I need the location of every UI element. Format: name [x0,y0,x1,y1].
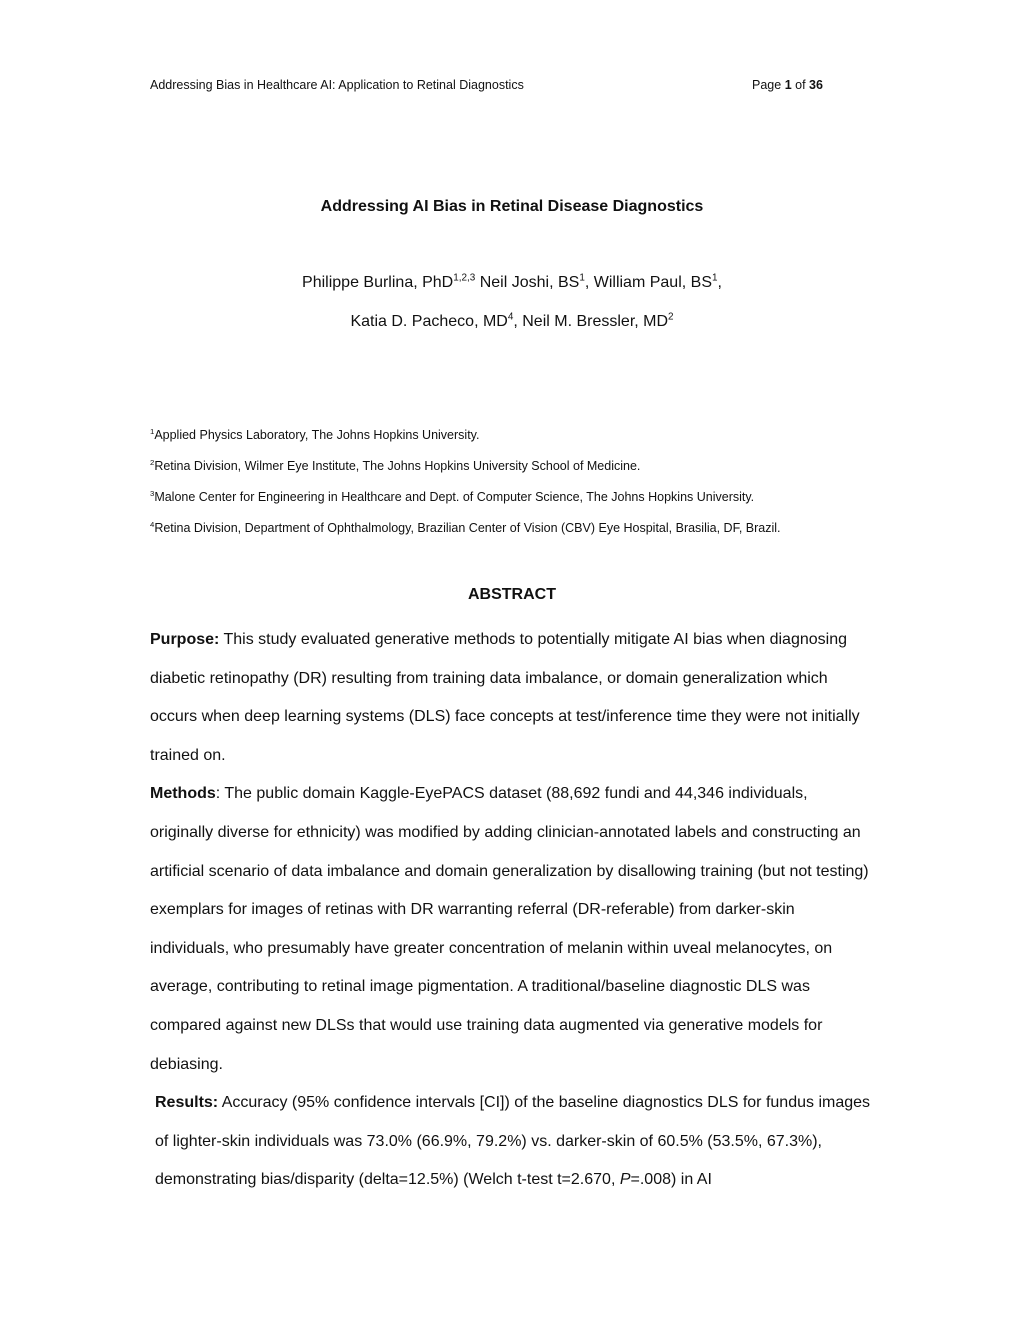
page-current: 1 [784,78,792,92]
author-separator: , [717,274,722,291]
of-word: of [795,78,806,92]
author-affil: 1 [711,272,718,284]
affiliation-text: Applied Physics Laboratory, The Johns Hopkins University. [154,428,480,442]
page-word: Page [752,78,782,92]
affiliation-text: Malone Center for Engineering in Healthcare and Dept. of Computer Science, The Johns Hopkins University. [154,490,755,504]
author-name: , William Paul, BS [584,274,712,291]
affiliation-number: 3 [150,488,155,498]
running-header-title: Addressing Bias in Healthcare AI: Application to Retinal Diagnostics [150,78,524,92]
results-text-end: =.008) in AI [630,1171,712,1189]
author-affil: 4 [507,311,514,323]
results-label: Results: [155,1094,219,1112]
methods-text: : The public domain Kaggle-EyePACS dataset (88,692 fundi and 44,346 individuals, originally diverse for ethnicity) was modified by adding clinician-annotated labels and constructing an artificial scenario of data imbalance and domain generalization by disallowing training (but not testing) exemplars for images of retinas with DR warranting referral (DR-referable) from darker-skin individuals, who presumably have greater concentration of melanin within uveal melanocytes, on average, contributing to retinal image pigmentation. A traditional/baseline diagnostic DLS was compared against new DLSs that would use training data augmented via generative models for debiasing. [150,785,869,1073]
page-total: 36 [809,78,823,92]
author-name: Philippe Burlina, PhD [302,274,454,291]
author-affil: 1,2,3 [453,272,476,284]
abstract-body [150,621,875,1200]
affiliation-4 [150,521,781,535]
author-line-2 [0,313,1024,331]
paper-title: Addressing AI Bias in Retinal Disease Diagnostics [320,198,704,215]
affiliation-text: Retina Division, Wilmer Eye Institute, The Johns Hopkins University School of Medicine. [154,459,641,473]
page-number [752,78,823,92]
abstract-results [150,1084,875,1200]
affiliation-1 [150,428,479,442]
results-p-symbol: P [619,1171,631,1189]
methods-label: Methods [150,785,216,803]
affiliation-3 [150,490,754,504]
results-text: Accuracy (95% confidence intervals [CI]) of the baseline diagnostics DLS for fundus images of lighter-skin individuals was 73.0% (66.9%, 79.2%) vs. darker-skin of 60.5% (53.5%, 67.3%), demonstrating bias/disparity (delta=12.5%) (Welch t-test t=2.670, [155,1094,871,1189]
author-name: Katia D. Pacheco, MD [350,313,508,330]
affiliation-number: 2 [150,457,155,467]
purpose-label: Purpose: [150,631,220,648]
affiliation-text: Retina Division, Department of Ophthalmology, Brazilian Center of Vision (CBV) Eye Hospital, Brasilia, DF, Brazil. [154,521,781,535]
author-affil: 2 [668,311,674,323]
author-affil: 1 [579,272,585,284]
author-name: Neil Joshi, BS [475,274,580,291]
abstract-purpose [150,621,875,775]
affiliation-2 [150,459,640,473]
author-line-1 [0,274,1024,292]
affiliation-number: 4 [150,519,155,529]
abstract-heading: ABSTRACT [468,586,556,603]
author-name: , Neil M. Bressler, MD [513,313,669,330]
purpose-text: This study evaluated generative methods to potentially mitigate AI bias when diagnosing diabetic retinopathy (DR) resulting from training data imbalance, or domain generalization which occurs when deep learning systems (DLS) face concepts at test/inference time they were not initially trained on. [150,631,860,764]
affiliation-number: 1 [150,426,155,436]
abstract-methods [150,775,875,1084]
